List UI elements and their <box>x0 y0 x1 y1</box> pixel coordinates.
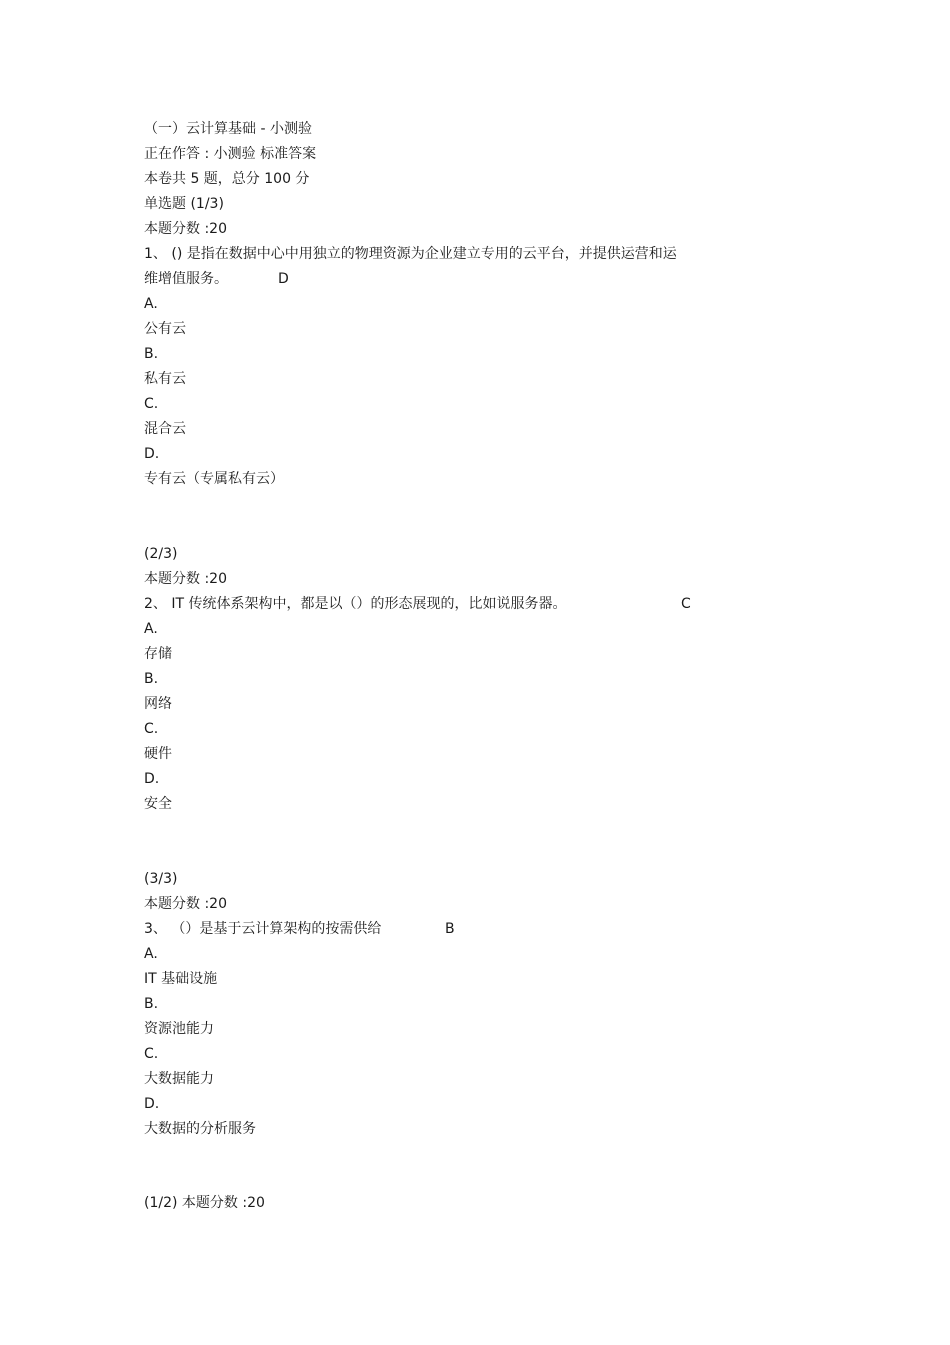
question-1-option-c-letter: C. <box>144 396 159 412</box>
question-2-option-a-text: 存储 <box>144 646 172 662</box>
question-3-option-c-letter: C. <box>144 1046 159 1062</box>
question-1-option-b-letter: B. <box>144 346 159 362</box>
section-type-label: 单选题 (1/3) <box>144 196 224 212</box>
question-2-score: 本题分数 :20 <box>144 571 227 587</box>
question-1-option-d-text: 专有云（专属私有云） <box>144 471 284 487</box>
question-3-option-a-text: IT 基础设施 <box>144 971 218 987</box>
question-3-option-d-text: 大数据的分析服务 <box>144 1121 256 1137</box>
question-2-stem: 2、 IT 传统体系架构中，都是以（）的形态展现的，比如说服务器。 <box>144 596 567 612</box>
question-2-option-c-text: 硬件 <box>144 746 172 762</box>
question-2-progress: (2/3) <box>144 546 178 562</box>
paper-summary: 本卷共 5 题，总分 100 分 <box>144 171 310 187</box>
question-2-option-b-text: 网络 <box>144 696 172 712</box>
question-2-option-d-letter: D. <box>144 771 160 787</box>
question-3-option-a-letter: A. <box>144 946 158 962</box>
question-2-answer: C <box>681 596 691 612</box>
question-1-option-a-text: 公有云 <box>144 321 186 337</box>
question-1-stem: 1、 () 是指在数据中心中用独立的物理资源为企业建立专用的云平台，并提供运营和运 <box>144 246 677 262</box>
question-3-answer: B <box>445 921 455 937</box>
question-3-option-b-text: 资源池能力 <box>144 1021 214 1037</box>
question-1-option-a-letter: A. <box>144 296 158 312</box>
question-3-progress: (3/3) <box>144 871 178 887</box>
question-1-option-d-letter: D. <box>144 446 160 462</box>
question-2-option-c-letter: C. <box>144 721 159 737</box>
question-2-option-a-letter: A. <box>144 621 158 637</box>
question-3-score: 本题分数 :20 <box>144 896 227 912</box>
answer-status: 正在作答 : 小测验 标准答案 <box>144 146 317 162</box>
question-1-option-b-text: 私有云 <box>144 371 186 387</box>
question-2-option-d-text: 安全 <box>144 796 172 812</box>
question-1-option-c-text: 混合云 <box>144 421 186 437</box>
question-1-answer: D <box>278 271 289 287</box>
question-3-option-d-letter: D. <box>144 1096 160 1112</box>
next-section-header: (1/2) 本题分数 :20 <box>144 1195 265 1211</box>
question-1-stem-continued: 维增值服务。 <box>144 271 228 287</box>
question-1-score: 本题分数 :20 <box>144 221 227 237</box>
question-2-option-b-letter: B. <box>144 671 159 687</box>
question-3-stem: 3、 （）是基于云计算架构的按需供给 <box>144 921 382 937</box>
question-3-option-b-letter: B. <box>144 996 159 1012</box>
page-title: （一）云计算基础 - 小测验 <box>144 121 312 137</box>
question-3-option-c-text: 大数据能力 <box>144 1071 214 1087</box>
